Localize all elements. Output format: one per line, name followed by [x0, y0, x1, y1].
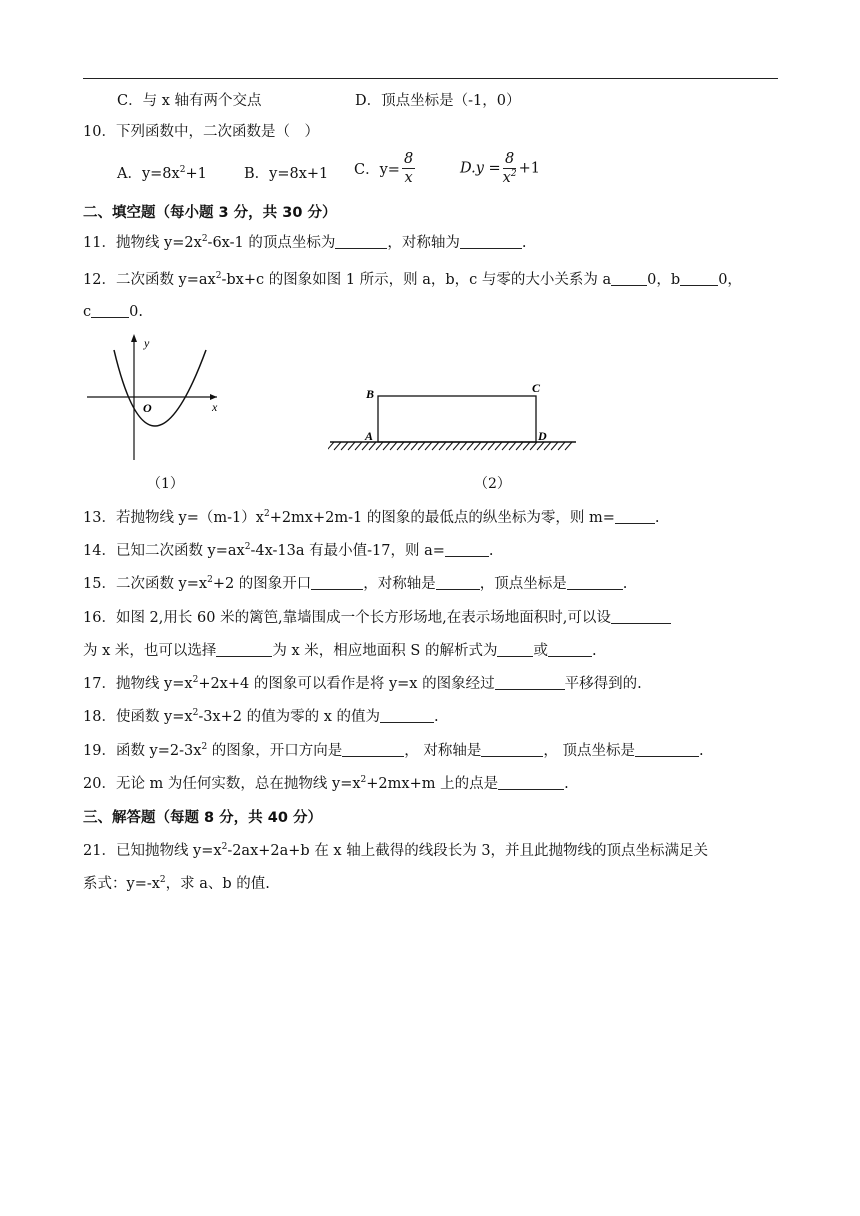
hatch-line: [383, 442, 390, 450]
hatch-line: [355, 442, 362, 450]
q10-option-a: A．$y=8x^2+1$: [117, 165, 207, 182]
origin-label: O: [143, 401, 152, 415]
fraction: $\frac{8}{x}$: [403, 151, 414, 186]
hatch-line: [523, 442, 530, 450]
q9-option-c: C．与 x 轴有两个交点: [117, 93, 262, 109]
label-c: C: [532, 381, 541, 395]
hatch-line: [390, 442, 397, 450]
hatch-line: [341, 442, 348, 450]
ground-hatching: [328, 442, 572, 450]
hatch-line: [565, 442, 572, 450]
hatch-line: [362, 442, 369, 450]
hatch-line: [509, 442, 516, 450]
question-16-line2: 为 x 米，也可以选择 为 x 米，相应地面积 S 的解析式为 或 .: [83, 643, 597, 659]
hatch-line: [502, 442, 509, 450]
hatch-line: [544, 442, 551, 450]
hatch-line: [446, 442, 453, 450]
section-heading-solutions: 三、解答题（每题 8 分，共 40 分）: [83, 810, 322, 826]
label-a: A: [365, 429, 374, 443]
hatch-line: [474, 442, 481, 450]
hatch-line: [530, 442, 537, 450]
question-18: 18．使函数 $y=x^2-3x+2$ 的值为零的 x 的值为 .: [83, 708, 439, 725]
fraction: $\frac{8}{x^2}$: [502, 151, 517, 186]
q10-option-c: C．y= $\frac{8}{x}$: [354, 151, 414, 186]
q9-option-d: D．顶点坐标是（-1，0）: [355, 93, 521, 109]
figure-2-caption: （2）: [474, 476, 511, 492]
hatch-line: [348, 442, 355, 450]
hatch-line: [334, 442, 341, 450]
hatch-line: [376, 442, 383, 450]
figure-1-caption: （1）: [147, 476, 184, 492]
hatch-line: [411, 442, 418, 450]
hatch-line: [425, 442, 432, 450]
question-17: 17．抛物线 $y=x^2+2x+4$ 的图象可以看作是将 y=x 的图象经过 平移得到的.: [83, 675, 642, 692]
hatch-line: [439, 442, 446, 450]
question-19: 19．函数 $y=2-3x^2$ 的图象，开口方向是 ， 对称轴是 ， 顶点坐标是 .: [83, 742, 704, 759]
hatch-line: [481, 442, 488, 450]
hatch-line: [328, 442, 334, 450]
parabola-curve: [114, 350, 206, 426]
y-label: y: [144, 336, 150, 350]
q10-option-d: D.y = $\frac{8}{x^2}$ +1: [460, 151, 540, 186]
hatch-line: [404, 442, 411, 450]
question-15: 15．二次函数 $y=x^2+2$ 的图象开口 ，对称轴是 ，顶点坐标是 .: [83, 575, 628, 592]
figure-2-rectangle: [328, 378, 578, 458]
question-16-line1: 16．如图 2,用长 60 米的篱笆,靠墙围成一个长方形场地,在表示场地面积时,可以设: [83, 608, 783, 628]
hatch-line: [432, 442, 439, 450]
hatch-line: [558, 442, 565, 450]
hatch-line: [397, 442, 404, 450]
question-12-line2: c 0.: [83, 304, 143, 320]
label-d: D: [538, 429, 547, 443]
q10-option-b: B．y=8x+1: [244, 166, 329, 182]
hatch-line: [467, 442, 474, 450]
y-axis-arrow: [131, 334, 137, 342]
hatch-line: [495, 442, 502, 450]
q10-stem: 10．下列函数中，二次函数是（ ）: [83, 124, 319, 140]
hatch-line: [453, 442, 460, 450]
hatch-line: [537, 442, 544, 450]
question-11: 11．抛物线 $y=2x^2-6x-1$ 的顶点坐标为 ，对称轴为 .: [83, 234, 527, 251]
hatch-line: [488, 442, 495, 450]
figure-1-parabola: [84, 330, 234, 465]
x-label: x: [212, 400, 218, 414]
header-rule: [83, 78, 778, 79]
hatch-line: [551, 442, 558, 450]
hatch-line: [369, 442, 376, 450]
hatch-line: [460, 442, 467, 450]
hatch-line: [516, 442, 523, 450]
hatch-line: [418, 442, 425, 450]
section-heading-fill-blanks: 二、填空题（每小题 3 分，共 30 分）: [83, 205, 337, 221]
question-13: 13．若抛物线 $y=(m-1)x^2+2mx+2m-1$ 的图象的最低点的纵坐标为零，则 m= .: [83, 509, 660, 526]
rectangle-field: [378, 396, 536, 442]
label-b: B: [366, 387, 375, 401]
question-21-line1: 21．已知抛物线 $y=x^2-2ax+2a+b$ 在 x 轴上截得的线段长为 3，并且此抛物线的顶点坐标满足关: [83, 842, 709, 859]
question-12-line1: 12．二次函数 $y=ax^2-bx+c$ 的图象如图 1 所示，则 a，b，c 与零的大小关系为 a 0，b 0，: [83, 271, 742, 288]
question-21-line2: 系式：$y=-x^2$，求 a、b 的值.: [83, 875, 270, 892]
question-20: 20．无论 m 为任何实数，总在抛物线 $y=x^2+2mx+m$ 上的点是 .: [83, 775, 569, 792]
question-14: 14．已知二次函数 $y=ax^2-4x-13a$ 有最小值-17，则 a= .: [83, 542, 494, 559]
